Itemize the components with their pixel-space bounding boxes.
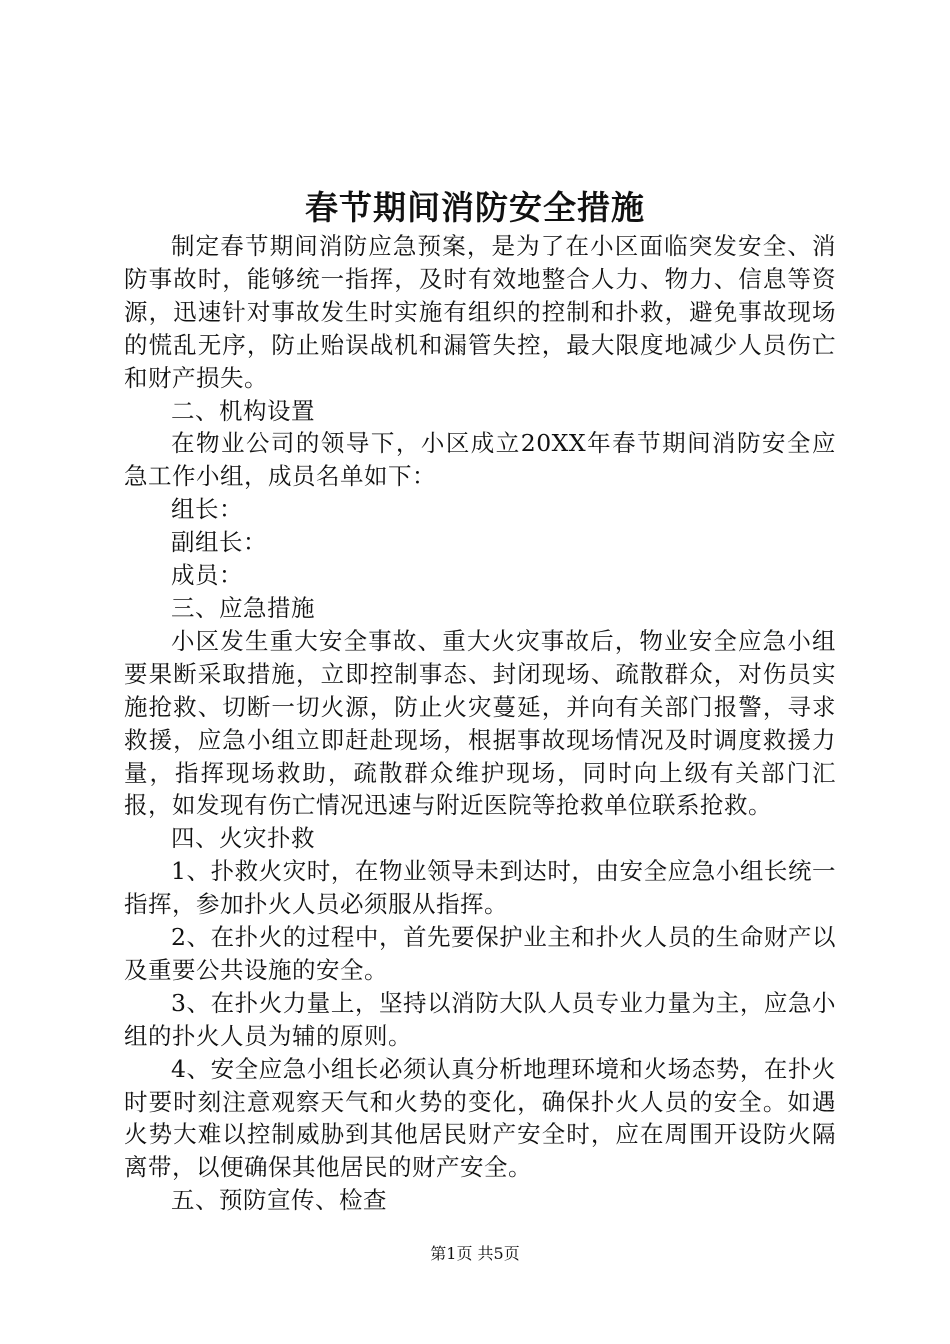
section-heading-prevention: 五、预防宣传、检查	[171, 1186, 387, 1215]
member-members: 成员：	[171, 561, 243, 590]
document-body	[124, 230, 836, 1217]
page-footer: 第1页 共5页	[430, 1244, 520, 1263]
document-title: 春节期间消防安全措施	[305, 188, 645, 227]
member-leader: 组长：	[171, 495, 243, 524]
firefighting-item-3: 3、在扑火力量上，坚持以消防大队人员专业力量为主，应急小组的扑火人员为辅的原则。	[124, 988, 836, 1050]
section-heading-emergency-measures: 三、应急措施	[171, 593, 315, 622]
paragraph-emergency-measures: 小区发生重大安全事故、重大火灾事故后，物业安全应急小组要果断采取措施，立即控制事态、封闭现场、疏散群众，对伤员实施抢救、切断一切火源，防止火灾蔓延，并向有关部门报警，寻求救援，应急小组立即赶赴现场，根据事故现场情况及时调度救援力量，指挥现场救助，疏散群众维护现场，同时向上级有关部门汇报，如发现有伤亡情况迅速与附近医院等抢救单位联系抢救。	[124, 626, 836, 820]
firefighting-item-1: 1、扑救火灾时，在物业领导未到达时，由安全应急小组长统一指挥，参加扑火人员必须服从指挥。	[124, 857, 836, 919]
member-deputy-leader: 副组长：	[171, 528, 267, 557]
section-heading-organization: 二、机构设置	[171, 396, 315, 425]
paragraph-intro: 制定春节期间消防应急预案，是为了在小区面临突发安全、消防事故时，能够统一指挥，及时有效地整合人力、物力、信息等资源，迅速针对事故发生时实施有组织的控制和扑救，避免事故现场的慌乱无序，防止贻误战机和漏管失控，最大限度地减少人员伤亡和财产损失。	[124, 232, 836, 392]
paragraph-organization: 在物业公司的领导下，小区成立20XX年春节期间消防安全应急工作小组，成员名单如下：	[124, 429, 836, 491]
firefighting-item-2: 2、在扑火的过程中，首先要保护业主和扑火人员的生命财产以及重要公共设施的安全。	[124, 923, 836, 984]
firefighting-item-4: 4、安全应急小组长必须认真分析地理环境和火场态势，在扑火时要时刻注意观察天气和火势的变化，确保扑火人员的安全。如遇火势大难以控制威胁到其他居民财产安全时，应在周围开设防火隔离带，以便确保其他居民的财产安全。	[124, 1054, 836, 1182]
section-heading-firefighting: 四、火灾扑救	[171, 824, 315, 853]
